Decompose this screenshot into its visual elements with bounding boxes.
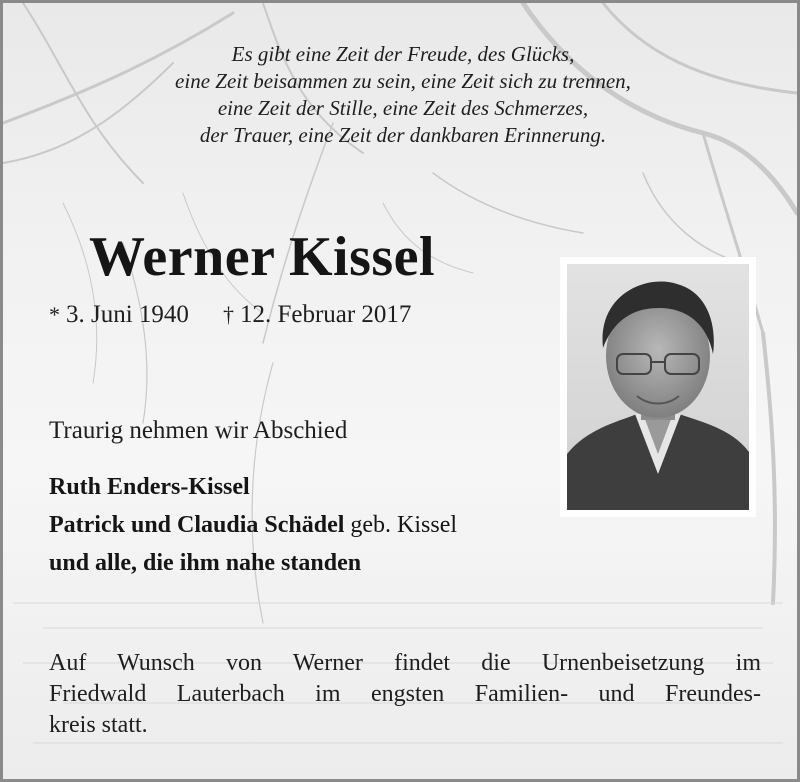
birth-date: 3. Juni 1940 [66,301,189,328]
mourner-line [49,506,457,544]
mourners-list [49,468,457,582]
deceased-name: Werner Kissel [89,226,436,288]
closing-line: kreis statt. [49,712,148,738]
closing-text [49,648,761,741]
closing-line: Friedwald Lauterbach im engsten Familien- und Freundes- [49,681,761,707]
life-dates [49,301,411,329]
portrait-photo-icon [567,264,749,510]
mourner-line [49,544,457,582]
mourner-name: und alle, die ihm nahe standen [49,550,362,576]
closing-line: Auf Wunsch von Werner findet die Urnenbeisetzung im [49,650,761,676]
poem [3,41,800,149]
death-date: 12. Februar 2017 [239,301,412,328]
poem-line: Es gibt eine Zeit der Freude, des Glücks, [231,42,575,66]
mourner-name: Patrick und Claudia Schädel [49,512,345,538]
mourner-name: Ruth Enders-Kissel [49,474,250,500]
poem-line: eine Zeit beisammen zu sein, eine Zeit sich zu trennen, [175,69,631,93]
mourner-line [49,468,457,506]
mourner-note: geb. Kissel [350,512,458,538]
poem-line: der Trauer, eine Zeit der dankbaren Erinnerung. [199,123,607,147]
farewell-intro: Traurig nehmen wir Abschied [49,417,348,444]
death-cross-icon: † [222,302,234,327]
portrait-photo [560,257,756,517]
birth-star-icon: * [49,302,60,327]
poem-line: eine Zeit der Stille, eine Zeit des Schmerzes, [217,96,589,120]
